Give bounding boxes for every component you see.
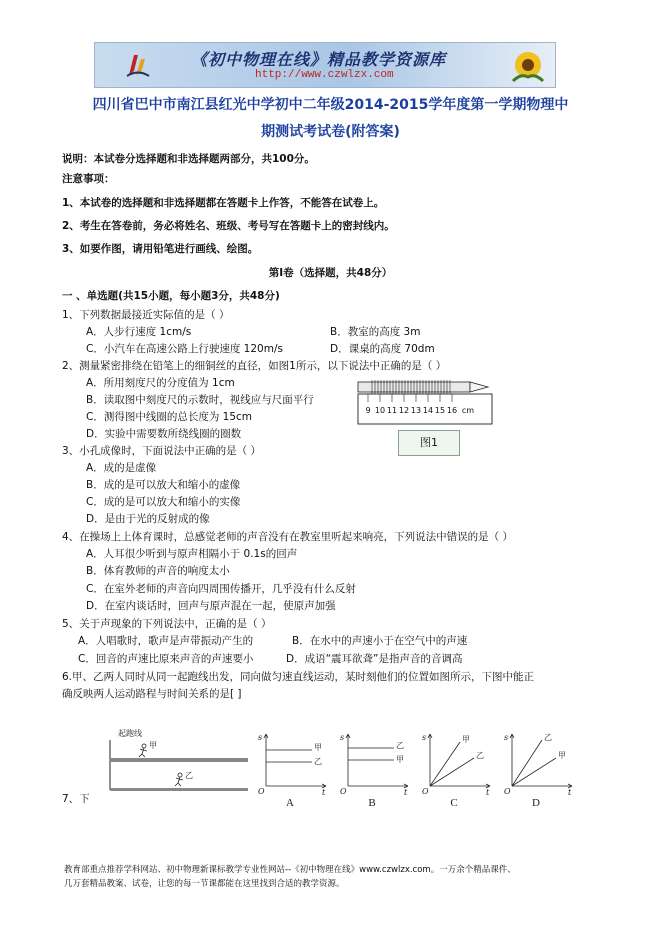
question-3-stem: 3、小孔成像时，下面说法中正确的是（ ） <box>62 445 262 457</box>
graph-c <box>422 733 490 797</box>
question-1-stem: 1、下列数据最接近实际值的是（ ） <box>62 309 230 321</box>
svg-text:s: s <box>422 733 427 742</box>
svg-text:t: t <box>568 788 572 797</box>
notes-heading: 注意事项： <box>62 173 115 185</box>
ruler-unit-label: cm <box>461 406 475 415</box>
svg-text:O: O <box>504 787 511 796</box>
svg-text:O: O <box>422 787 429 796</box>
figure-1-caption: 图1 <box>398 430 460 456</box>
graph-b <box>340 733 408 797</box>
ruler-tick-label: 10 <box>374 406 386 415</box>
q6-option-graphs <box>256 728 586 808</box>
footer-line1: 教育部重点推荐学科网站、初中物理新课标教学专业性网站--《初中物理在线》www.czwlzx.com。一万余个精品课件、 <box>64 865 516 875</box>
header-banner <box>94 42 556 88</box>
graph-a <box>258 733 326 797</box>
svg-text:s: s <box>340 733 345 742</box>
svg-text:乙: 乙 <box>476 751 484 760</box>
svg-text:O: O <box>258 787 265 796</box>
question-2-stem: 2、测量紧密排绕在铅笔上的细铜丝的直径，如图1所示，以下说法中正确的是（ ） <box>62 360 447 372</box>
note-item: 1、本试卷的选择题和非选择题都在答题卡上作答，不能答在试卷上。 <box>62 197 385 209</box>
q3-option-c: C．成的是可以放大和缩小的实像 <box>86 496 241 508</box>
svg-text:乙: 乙 <box>314 757 322 766</box>
q5-option-a: A．人唱歌时，歌声是声带振动产生的 <box>78 635 254 647</box>
q3-option-d: D．是由于光的反射成的像 <box>86 513 210 525</box>
svg-text:s: s <box>258 733 263 742</box>
ruler-tick-label: 12 <box>398 406 410 415</box>
q3-option-a: A．成的是虚像 <box>86 462 157 474</box>
q1-option-c: C．小汽车在高速公路上行驶速度 120m/s <box>86 343 283 355</box>
svg-text:甲: 甲 <box>396 755 404 764</box>
q5-option-b: B．在水中的声速小于在空气中的声速 <box>292 635 468 647</box>
svg-text:甲: 甲 <box>314 743 322 752</box>
svg-text:甲: 甲 <box>558 751 566 760</box>
q1-option-b: B．教室的高度 3m <box>330 326 421 338</box>
question-6-stem-line1: 6.甲、乙两人同时从同一起跑线出发，同向做匀速直线运动，某时刻他们的位置如图所示，下图中能正 <box>62 671 535 683</box>
q4-option-a: A．人耳很少听到与原声相隔小于 0.1s的回声 <box>86 548 298 560</box>
svg-text:乙: 乙 <box>544 733 552 742</box>
q6-race-scene <box>100 726 250 792</box>
ruler-tick-label: 14 <box>422 406 434 415</box>
exam-note: 说明：本试卷分选择题和非选择题两部分，共100分。 <box>62 153 315 165</box>
sunflower-icon <box>507 47 549 83</box>
graph-c-label: C <box>450 797 458 808</box>
figure-1-pencil-ruler <box>356 378 496 426</box>
czwlzx-logo-icon <box>125 49 151 79</box>
graph-d <box>504 733 572 797</box>
q5-option-d: D．成语“震耳欲聋”是指声音的音调高 <box>286 653 463 665</box>
svg-text:乙: 乙 <box>396 741 404 750</box>
q4-option-c: C．在室外老师的声音向四周围传播开，几乎没有什么反射 <box>86 583 356 595</box>
svg-text:O: O <box>340 787 347 796</box>
start-line-label: 起跑线 <box>118 729 142 738</box>
q4-option-d: D．在室内谈话时，回声与原声混在一起，使原声加强 <box>86 600 336 612</box>
q4-option-b: B．体育教师的声音的响度太小 <box>86 565 230 577</box>
runner-jia-icon <box>139 744 147 757</box>
q2-option-b: B．读取图中刻度尺的示数时，视线应与尺面平行 <box>86 394 314 406</box>
note-item: 3、如要作图，请用铅笔进行画线、绘图。 <box>62 243 259 255</box>
banner-title: 《初中物理在线》精品教学资源库 <box>191 50 447 69</box>
note-item: 2、考生在答卷前，务必将姓名、班级、考号写在答题卡上的密封线内。 <box>62 220 395 232</box>
section-heading: 一 、单选题(共15小题，每小题3分，共48分) <box>62 290 280 302</box>
q5-option-c: C．回音的声速比原来声音的声速要小 <box>78 653 254 665</box>
q2-option-a: A．所用刻度尺的分度值为 1cm <box>86 377 235 389</box>
question-4-stem: 4、在操场上上体育课时，总感觉老师的声音没有在教室里听起来响亮，下列说法中错误的是（ ） <box>62 531 514 543</box>
runner-jia-label: 甲 <box>149 741 157 750</box>
ruler-tick-label: 13 <box>410 406 422 415</box>
q1-option-a: A．人步行速度 1cm/s <box>86 326 192 338</box>
document-title-line2: 期测试考试卷(附答案) <box>261 124 400 140</box>
svg-text:甲: 甲 <box>462 735 470 744</box>
runner-yi-icon <box>175 773 183 786</box>
question-7-start: 7、下 <box>62 793 90 805</box>
ruler-tick-label: 16 <box>446 406 458 415</box>
q1-option-d: D．课桌的高度 70dm <box>330 343 435 355</box>
graph-b-label: B <box>368 797 376 808</box>
q2-option-d: D．实验中需要数所绕线圈的圈数 <box>86 428 242 440</box>
question-5-stem: 5、关于声现象的下列说法中，正确的是（ ） <box>62 618 272 630</box>
graph-d-label: D <box>532 797 540 808</box>
section-title: 第Ⅰ卷（选择题，共48分） <box>268 267 393 279</box>
q3-option-b: B．成的是可以放大和缩小的虚像 <box>86 479 241 491</box>
footer-line2: 几万套精品教案、试卷，让您的每一节课都能在这里找到合适的教学资源。 <box>64 879 345 889</box>
document-title-line1: 四川省巴中市南江县红光中学初中二年级2014-2015学年度第一学期物理中 <box>92 97 569 113</box>
graph-a-label: A <box>286 797 294 808</box>
banner-url[interactable]: http://www.czwlzx.com <box>255 69 394 81</box>
svg-text:t: t <box>404 788 408 797</box>
ruler-tick-label: 11 <box>386 406 398 415</box>
question-6-stem-line2: 确反映两人运动路程与时间关系的是[ ] <box>62 688 242 700</box>
svg-text:t: t <box>322 788 326 797</box>
ruler-tick-label: 9 <box>365 406 371 415</box>
q2-option-c: C．测得图中线圈的总长度为 15cm <box>86 411 253 423</box>
svg-text:t: t <box>486 788 490 797</box>
svg-text:s: s <box>504 733 509 742</box>
runner-yi-label: 乙 <box>185 771 193 780</box>
ruler-tick-label: 15 <box>434 406 446 415</box>
